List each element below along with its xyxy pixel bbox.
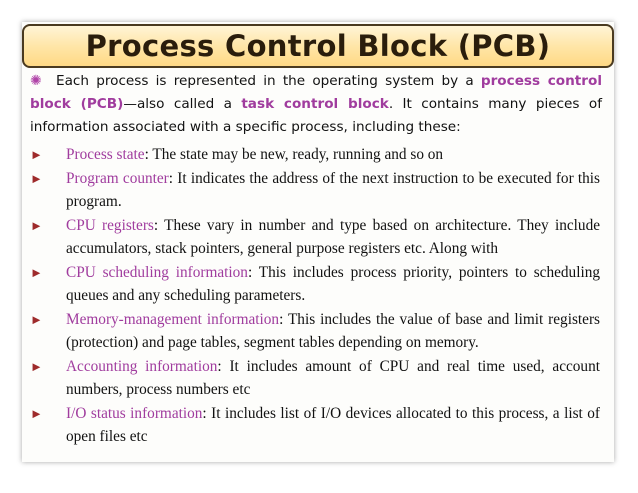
gear-icon: ✺: [30, 73, 42, 89]
list-item: [30, 167, 600, 214]
list-item: [30, 214, 600, 261]
item-term: CPU registers: [66, 216, 154, 234]
intro-highlight-tcb: task control block: [241, 96, 389, 112]
item-term: Program counter: [66, 169, 169, 187]
item-term: Memory-management information: [66, 310, 280, 328]
arrow-bullet-icon: ►: [30, 170, 43, 186]
list-item: [30, 261, 600, 308]
item-text: : It includes amount of CPU and real time used, account numbers, process numbers etc: [66, 357, 600, 398]
item-term: I/O status information: [66, 404, 203, 422]
item-text: : This includes the value of base and limit registers (protection) and page tables, segment tables depending on memory.: [66, 310, 600, 351]
page-title: Process Control Block (PCB): [85, 29, 551, 63]
intro-text-1: Each process is represented in the operating system by a: [56, 73, 481, 89]
list-item: [30, 402, 600, 449]
item-text: : This includes process priority, pointers to scheduling queues and any scheduling parameters.: [66, 263, 600, 304]
item-term: Process state: [66, 146, 145, 163]
list-item: [30, 355, 600, 402]
arrow-bullet-icon: ►: [30, 405, 43, 421]
item-text: : These vary in number and type based on architecture. They include accumulators, stack pointers, general purpose registers etc. Along with: [66, 216, 601, 257]
intro-paragraph: [30, 70, 602, 139]
item-term: CPU scheduling information: [66, 263, 248, 281]
list-item: [30, 143, 600, 167]
item-text: : The state may be new, ready, running and so on: [144, 146, 444, 163]
item-text: : It indicates the address of the next instruction to be executed for this program.: [66, 169, 600, 210]
intro-text-2: —also called a: [123, 96, 242, 112]
item-term: Accounting information: [66, 357, 218, 375]
item-text: : It includes list of I/O devices allocated to this process, a list of open files etc: [66, 404, 600, 445]
pcb-fields-list: [30, 143, 600, 449]
title-banner: [22, 24, 614, 68]
intro-text-3: . It contains many pieces of information associated with a specific process, including these:: [30, 96, 602, 135]
arrow-bullet-icon: ►: [30, 217, 43, 233]
arrow-bullet-icon: ►: [30, 358, 43, 374]
arrow-bullet-icon: ►: [30, 147, 43, 162]
intro-highlight-pcb: process control block (PCB): [30, 73, 602, 112]
arrow-bullet-icon: ►: [30, 311, 43, 327]
arrow-bullet-icon: ►: [30, 264, 43, 280]
list-item: [30, 308, 600, 355]
